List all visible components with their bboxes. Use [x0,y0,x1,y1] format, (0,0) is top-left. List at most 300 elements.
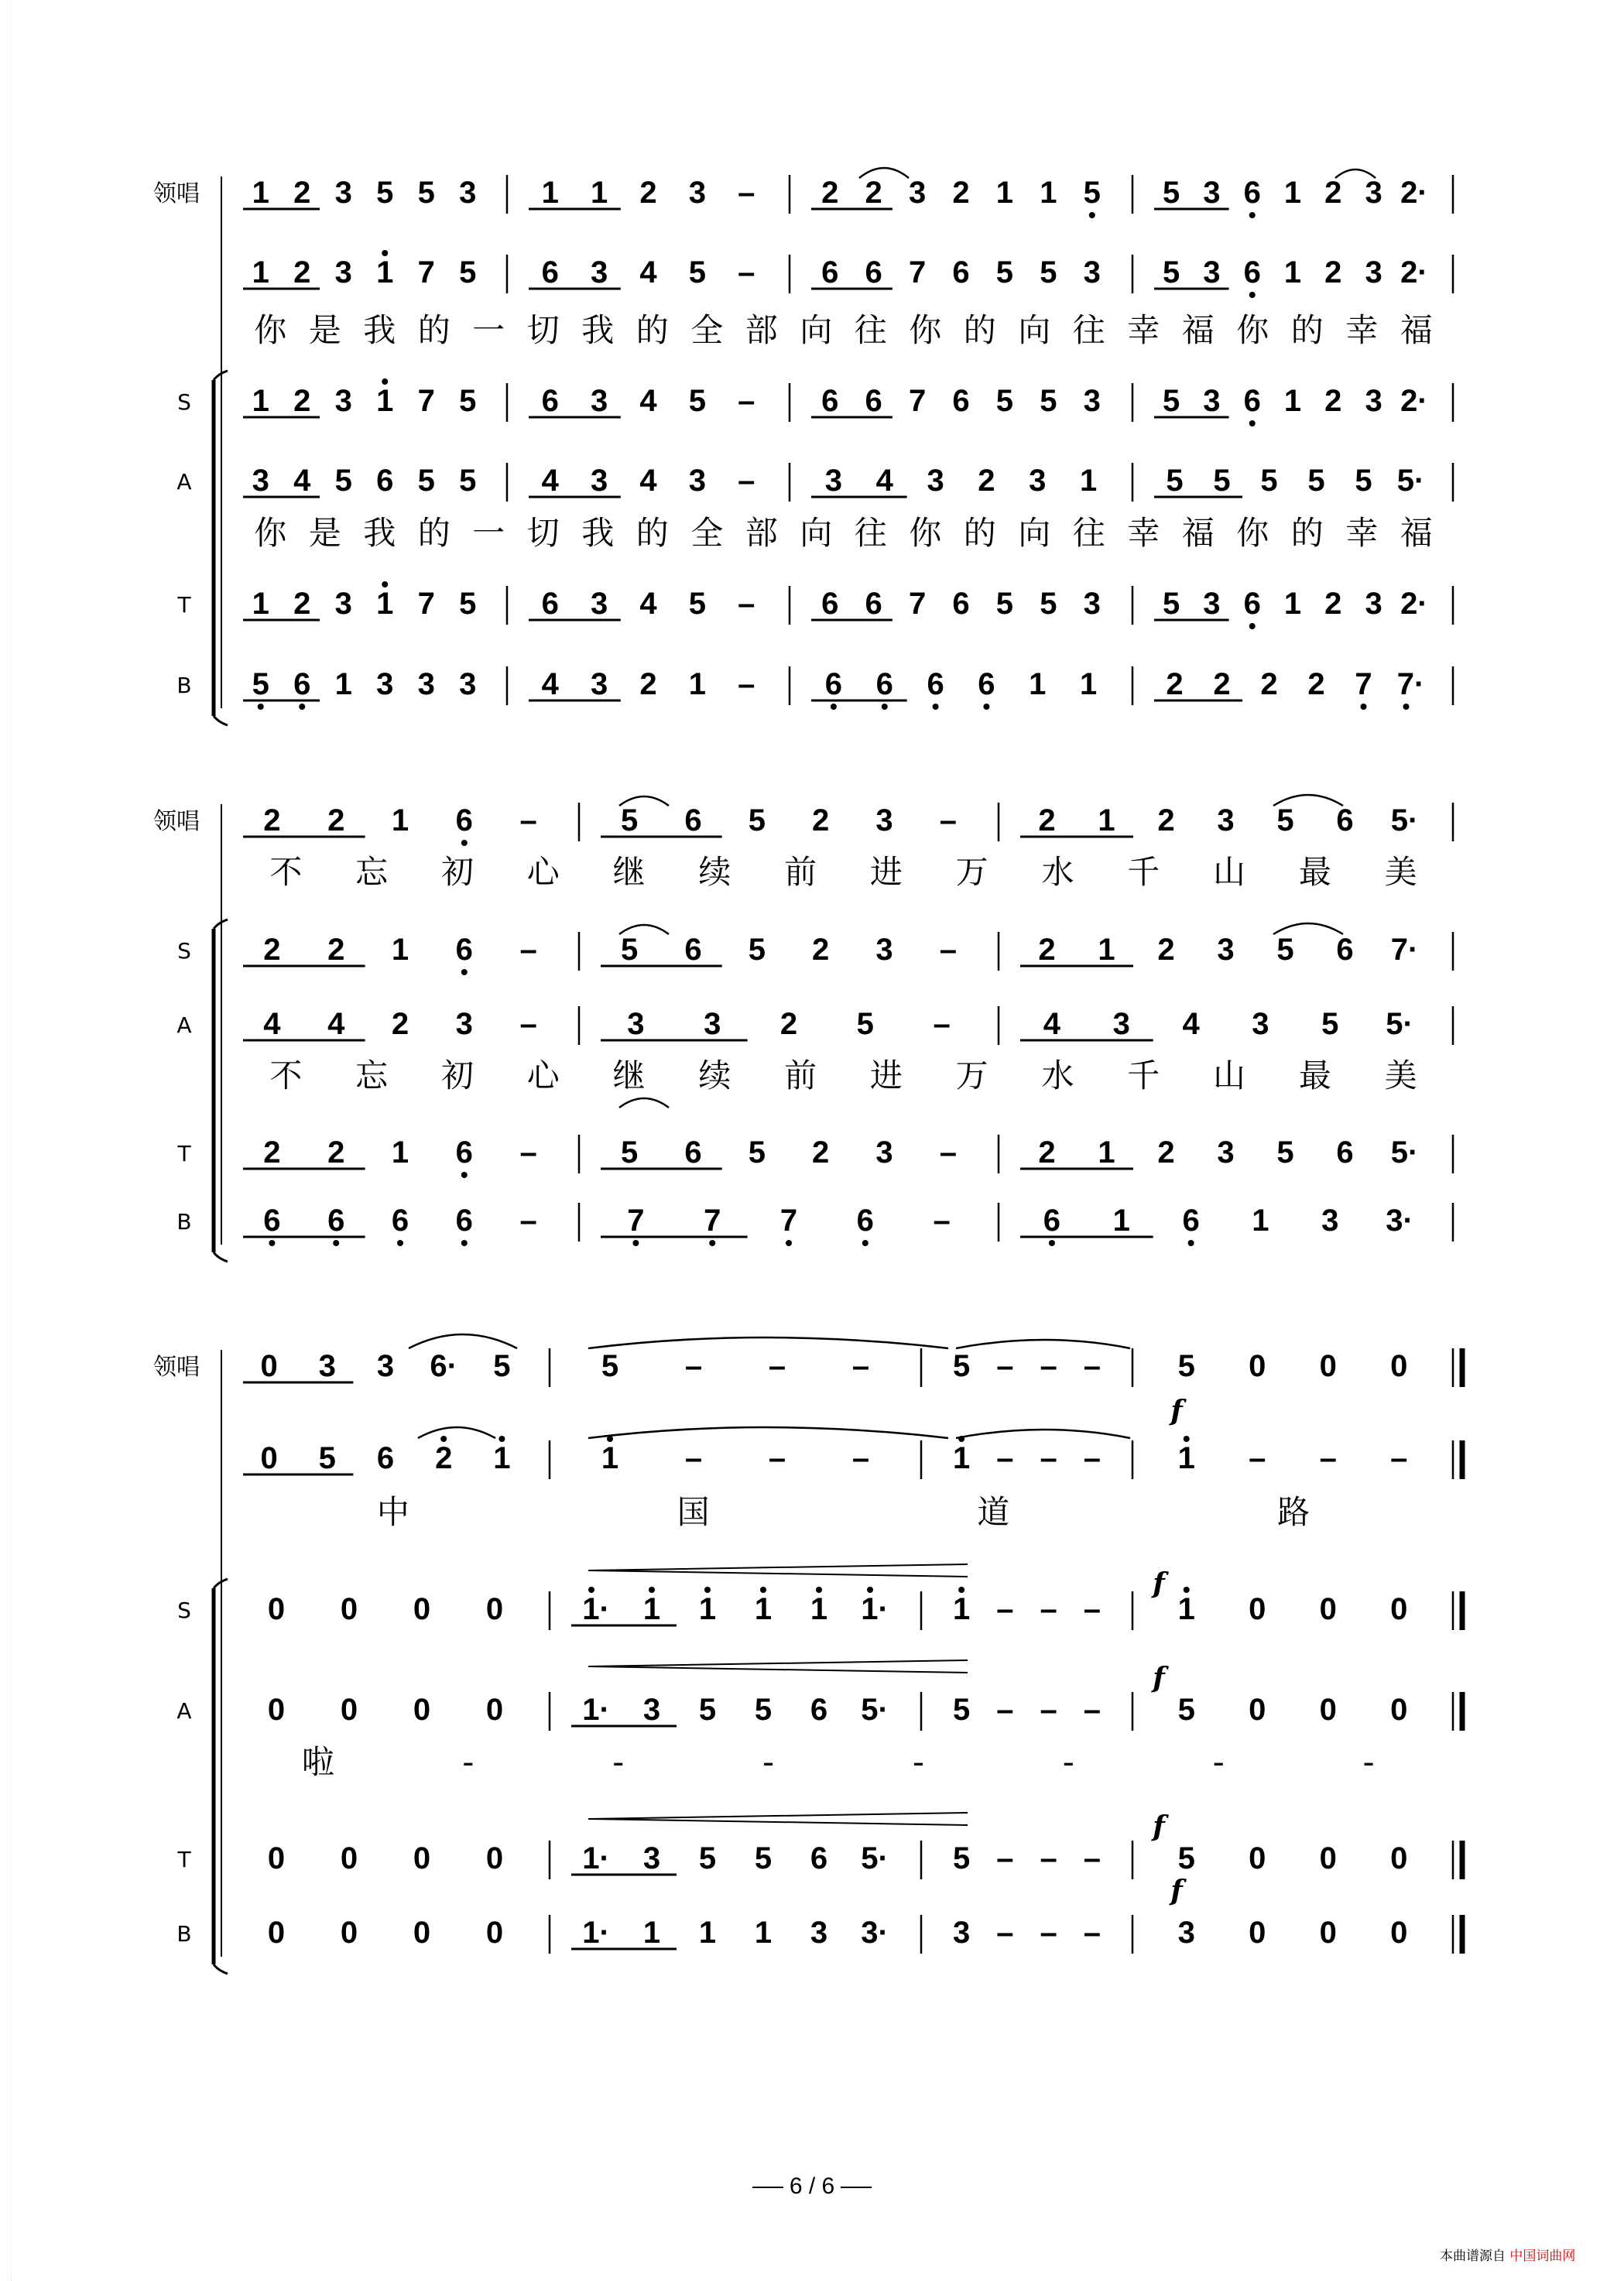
lyric-char: - [1212,1743,1225,1781]
note: 4 [639,384,657,418]
note: 2 [293,176,311,210]
note: 1 [1098,803,1115,837]
note: – [1040,1841,1057,1875]
note: 2 [391,1007,409,1041]
lyric-char: 不 [269,853,303,891]
note: 6 [1243,384,1261,418]
lyric-char: 美 [1384,1057,1417,1094]
note: – [738,384,755,418]
octave-dot-low [632,1240,639,1246]
note: 3 [953,1916,971,1950]
lyric-char: - [912,1743,925,1781]
note: – [996,1349,1014,1383]
bracket-hook [214,1252,228,1262]
lyric-char: 水 [1041,853,1074,891]
lyric-char: - [1362,1743,1375,1781]
note: 6 [376,464,394,498]
note: 2 [1324,384,1342,418]
lyric-char: 你 [254,514,287,552]
note: 2 [327,1135,345,1170]
note: – [1083,1441,1101,1475]
lyric-char: 万 [955,853,988,891]
lyric-char: 的 [636,514,669,552]
note: 5 [1276,803,1294,837]
note: 2 [327,933,345,967]
lyric-char: 续 [698,1057,731,1094]
note: 3 [875,933,893,967]
note: 6 [1336,933,1354,967]
note: 5 [698,1841,717,1875]
note: 1 [376,587,394,621]
note: 3 [1203,384,1221,418]
note: 1 [601,1441,619,1475]
note: 2 [1307,667,1325,701]
note: 1 [642,1916,661,1950]
note: 3 [376,667,394,701]
long-tie [588,1337,1130,1348]
note: – [738,464,755,498]
note: 0 [267,1916,286,1950]
lyric-char: 幸 [1127,514,1160,552]
note: – [519,1135,537,1170]
dynamic-marking: f [1170,1875,1183,1907]
note: 6 [541,255,559,289]
note: 1 [391,803,409,837]
lyric-char: 万 [955,1057,988,1094]
note: 1 [1283,384,1302,418]
note: 7 [417,384,435,418]
note: 5 [1040,384,1057,418]
note: 2 [327,803,345,837]
note: 5 [856,1007,874,1041]
note: 2 [639,176,657,210]
octave-dot-low [831,704,837,710]
lyric-char: 忘 [355,853,389,891]
note: 2 [812,1135,830,1170]
note: 6 [821,384,839,418]
note: 0 [485,1916,504,1950]
note: – [996,1841,1014,1875]
note: 3 [1203,176,1221,210]
note: 7 [908,384,927,418]
note: 5 [748,1135,766,1170]
dynamic-marking: f [1153,1567,1165,1600]
source-site-link[interactable]: 中国词曲网 [1509,2248,1576,2264]
note: 6 [875,667,893,701]
note: 0 [413,1841,431,1875]
note: 2 [812,933,830,967]
part-label-soprano: S [177,938,191,964]
note: 2· [1400,176,1428,210]
note: 5 [754,1841,773,1875]
note: – [1040,1693,1057,1727]
note: 1 [1029,667,1047,701]
note: 1 [698,1916,717,1950]
part-label-soprano: S [177,1598,191,1623]
lyric-char: 的 [417,311,451,349]
lyric-char: - [462,1743,475,1781]
note: 7 [417,255,435,289]
note: 3 [455,1007,473,1041]
octave-dot-low [1188,1240,1194,1246]
note: 2 [639,667,657,701]
note: 5 [459,255,477,289]
note: 5 [417,176,435,210]
octave-dot-low [882,704,888,710]
lyric-char: 中 [376,1493,409,1531]
note: 6 [263,1204,281,1238]
note: – [939,803,957,837]
note: 3 [642,1693,661,1727]
note: 5 [1276,933,1294,967]
bracket-hook [214,716,228,725]
note: 5 [953,1349,971,1383]
note: 3 [590,384,608,418]
note: 5 [754,1693,773,1727]
note: – [1083,1349,1101,1383]
note: 1 [252,587,269,621]
note: 2· [1400,384,1428,418]
note: – [996,1441,1014,1475]
lyric-char: 前 [784,853,817,891]
lyric-char: 部 [745,514,778,552]
note: – [738,667,755,701]
note: 0 [1249,1841,1266,1875]
note: 6 [978,667,995,701]
lyric-char: 幸 [1127,311,1160,349]
note: – [1390,1441,1408,1475]
note: 2 [1260,667,1278,701]
lyric-char: 国 [677,1493,710,1531]
lyric-char: 部 [745,311,778,349]
note: 2 [1157,933,1175,967]
lyric-char: 心 [526,1057,560,1094]
note: 4 [327,1007,345,1041]
octave-dot-low [269,1240,275,1246]
note: 6 [455,1135,473,1170]
note: 1 [754,1592,773,1626]
note: 1 [493,1441,511,1475]
source-credit [1440,2245,1618,2264]
note: 4 [541,464,559,498]
note: 6 [1243,255,1261,289]
note: 5 [1040,255,1057,289]
note: 1 [1079,667,1098,701]
note: 1 [1177,1441,1195,1475]
note: 6 [865,587,882,621]
note: 5 [953,1693,971,1727]
note: 0 [1390,1592,1408,1626]
note: 4 [293,464,311,498]
note: – [738,587,755,621]
note: 3 [1217,1135,1235,1170]
note: 0 [1390,1349,1408,1383]
note: 3 [1177,1916,1195,1950]
lyric-char: 山 [1213,853,1246,891]
part-label-alto: A [176,1698,192,1724]
note: 0 [1319,1693,1337,1727]
note: – [738,255,755,289]
note: 3 [1252,1007,1269,1041]
note: 6 [541,587,559,621]
octave-dot-low [461,969,468,975]
note: 5 [459,384,477,418]
lyric-char: 向 [1018,514,1051,552]
note: – [851,1441,870,1475]
note: 6 [541,384,559,418]
part-label-soprano: S [177,389,191,415]
part-label-bass: B [176,673,192,698]
note: 1· [582,1592,610,1626]
note: 2 [293,255,311,289]
octave-dot-low [461,840,468,846]
octave-dot-low [1089,212,1095,218]
note: 5 [748,803,766,837]
lyric-char: 我 [363,311,396,349]
note: 5 [252,667,269,701]
note: 6 [1182,1204,1200,1238]
note: 5 [621,933,639,967]
note: 1 [334,667,352,701]
lyric-char: 千 [1127,1057,1160,1094]
note: 7· [1396,667,1425,701]
note: 0 [485,1592,504,1626]
note: 1· [861,1592,889,1626]
note: 3· [1386,1204,1413,1238]
note: 3 [1203,255,1221,289]
note: 6 [293,667,311,701]
lyric-char: 美 [1384,853,1417,891]
part-label-tenor: T [177,1141,191,1166]
lyric-char: 进 [869,1057,903,1094]
lyric-char: - [1062,1743,1074,1781]
note: – [768,1441,786,1475]
note: 3 [459,667,477,701]
dynamic-marking: f [1153,1810,1165,1843]
note: 6 [952,587,970,621]
note: 1 [1040,176,1057,210]
lyric-char: 的 [963,514,996,552]
octave-dot-low [299,704,305,710]
note: 7 [779,1204,798,1238]
note: 1 [995,176,1014,210]
note: 0 [1390,1841,1408,1875]
lyric-char: 的 [636,311,669,349]
note: 2 [779,1007,798,1041]
note: 3 [688,176,707,210]
note: 2 [1324,176,1342,210]
note: 4 [1182,1007,1200,1041]
lyric-char: 往 [854,311,887,349]
note: – [768,1349,786,1383]
part-label-alto: A [176,469,192,495]
note: 6 [1336,1135,1354,1170]
dynamic-marking: f [1153,1662,1165,1694]
note: 5 [995,384,1014,418]
part-label-lead-melody: 领唱 [153,1354,200,1381]
note: 5· [1386,1007,1413,1041]
note: 3 [875,1135,893,1170]
note: – [996,1693,1014,1727]
note: 2 [821,176,839,210]
lyric-char: 一 [472,311,505,349]
note: 5 [688,384,707,418]
note: 6 [952,255,970,289]
octave-dot-low [397,1240,403,1246]
note: 0 [267,1841,286,1875]
note: 1· [582,1841,610,1875]
lyric-char: 千 [1127,853,1160,891]
note: 6 [865,384,882,418]
note: 5 [688,255,707,289]
note: 3 [334,255,352,289]
note: 2· [1400,255,1428,289]
note: 3 [590,464,608,498]
lyric-char: 道 [977,1493,1010,1531]
bracket-hook [214,1964,228,1974]
part-label-bass: B [176,1921,192,1947]
note: 0 [1319,1349,1337,1383]
crescendo-hairpin [588,1813,968,1825]
note: 6 [1243,176,1261,210]
note: 3 [1365,255,1382,289]
note: 6 [927,667,944,701]
note: 0 [1390,1693,1408,1727]
note: 5· [861,1693,889,1727]
part-label-alto: A [176,1012,192,1038]
note: 3 [334,587,352,621]
lyric-char: 我 [581,311,615,349]
note: 5 [995,587,1014,621]
note: 1 [698,1592,717,1626]
note: 4 [639,587,657,621]
page-number-text: 6 / 6 [789,2173,835,2199]
note: – [939,933,957,967]
note: 0 [1249,1349,1266,1383]
lyric-char: 向 [800,514,833,552]
note: 3· [861,1916,889,1950]
note: 0 [260,1441,278,1475]
crescendo-hairpin [588,1564,968,1577]
note: – [933,1007,951,1041]
note: 4 [875,464,893,498]
note: 6 [865,255,882,289]
note: 2 [1324,587,1342,621]
score-system-1 [214,168,1453,725]
tie [619,1098,669,1108]
note: 1 [1098,933,1115,967]
note: 0 [413,1693,431,1727]
note: 0 [267,1592,286,1626]
note: 5 [1163,176,1180,210]
note: 3 [1217,933,1235,967]
lyric-char: 幸 [1345,311,1379,349]
note: 1 [252,255,269,289]
lyric-char: 向 [800,311,833,349]
note: 5 [417,464,435,498]
lyric-char: 的 [963,311,996,349]
lyric-char: 切 [526,514,560,552]
lyric-char: 啦 [301,1743,334,1781]
note: – [684,1349,703,1383]
note: – [519,1007,537,1041]
note: 3 [810,1916,828,1950]
note: 3 [1365,587,1382,621]
note: 3 [1217,803,1235,837]
note: 0 [340,1841,358,1875]
note: 5 [376,176,394,210]
note: 4 [639,464,657,498]
lyric-char: 你 [254,311,287,349]
lyric-char: 你 [1236,311,1269,349]
note: 2 [978,464,995,498]
octave-dot-low [1049,1240,1055,1246]
note: 3 [1321,1204,1339,1238]
octave-dot-low [333,1240,339,1246]
note: 0 [1319,1841,1337,1875]
note: 5 [1177,1693,1195,1727]
crescendo-hairpin [588,1660,968,1673]
note: 3 [590,587,608,621]
lyric-char: 最 [1298,1057,1331,1094]
lyric-char: 路 [1277,1493,1311,1531]
note: – [933,1204,951,1238]
lyric-char: 往 [1072,311,1105,349]
tie [418,1427,495,1438]
note: – [738,176,755,210]
note: – [1083,1693,1101,1727]
note: 2 [293,384,311,418]
note: 3 [590,255,608,289]
note: 1 [376,384,394,418]
part-label-lead-melody: 领唱 [153,180,200,207]
octave-dot-low [1249,212,1256,218]
lyric-char: 水 [1041,1057,1074,1094]
note: 6 [376,1441,395,1475]
note: 6 [1043,1204,1061,1238]
note: 2 [1157,803,1175,837]
octave-dot-low [1403,704,1410,710]
lyric-char: 的 [1290,311,1324,349]
note: 5 [334,464,352,498]
lyric-char: 往 [1072,514,1105,552]
note: 0 [267,1693,286,1727]
note: 6 [455,803,473,837]
lyric-char: 全 [690,311,724,349]
note: 5 [459,464,477,498]
note: 6 [810,1841,828,1875]
note: 5 [1355,464,1372,498]
tie [409,1334,517,1348]
note: 6 [952,384,970,418]
note: 3 [875,803,893,837]
note: 0 [340,1592,358,1626]
note: 1 [1098,1135,1115,1170]
note: – [1083,1916,1101,1950]
lyric-char: 福 [1400,514,1433,552]
note: 0 [1319,1916,1337,1950]
note: 1 [1177,1592,1195,1626]
octave-dot-low [1249,292,1256,298]
note: 0 [1390,1916,1408,1950]
note: 5 [318,1441,336,1475]
note: 5 [1177,1349,1195,1383]
note: 4 [639,255,657,289]
note: 0 [1249,1592,1266,1626]
part-label-tenor: T [177,592,191,618]
note: 5 [1321,1007,1339,1041]
lyric-char: 你 [909,311,942,349]
